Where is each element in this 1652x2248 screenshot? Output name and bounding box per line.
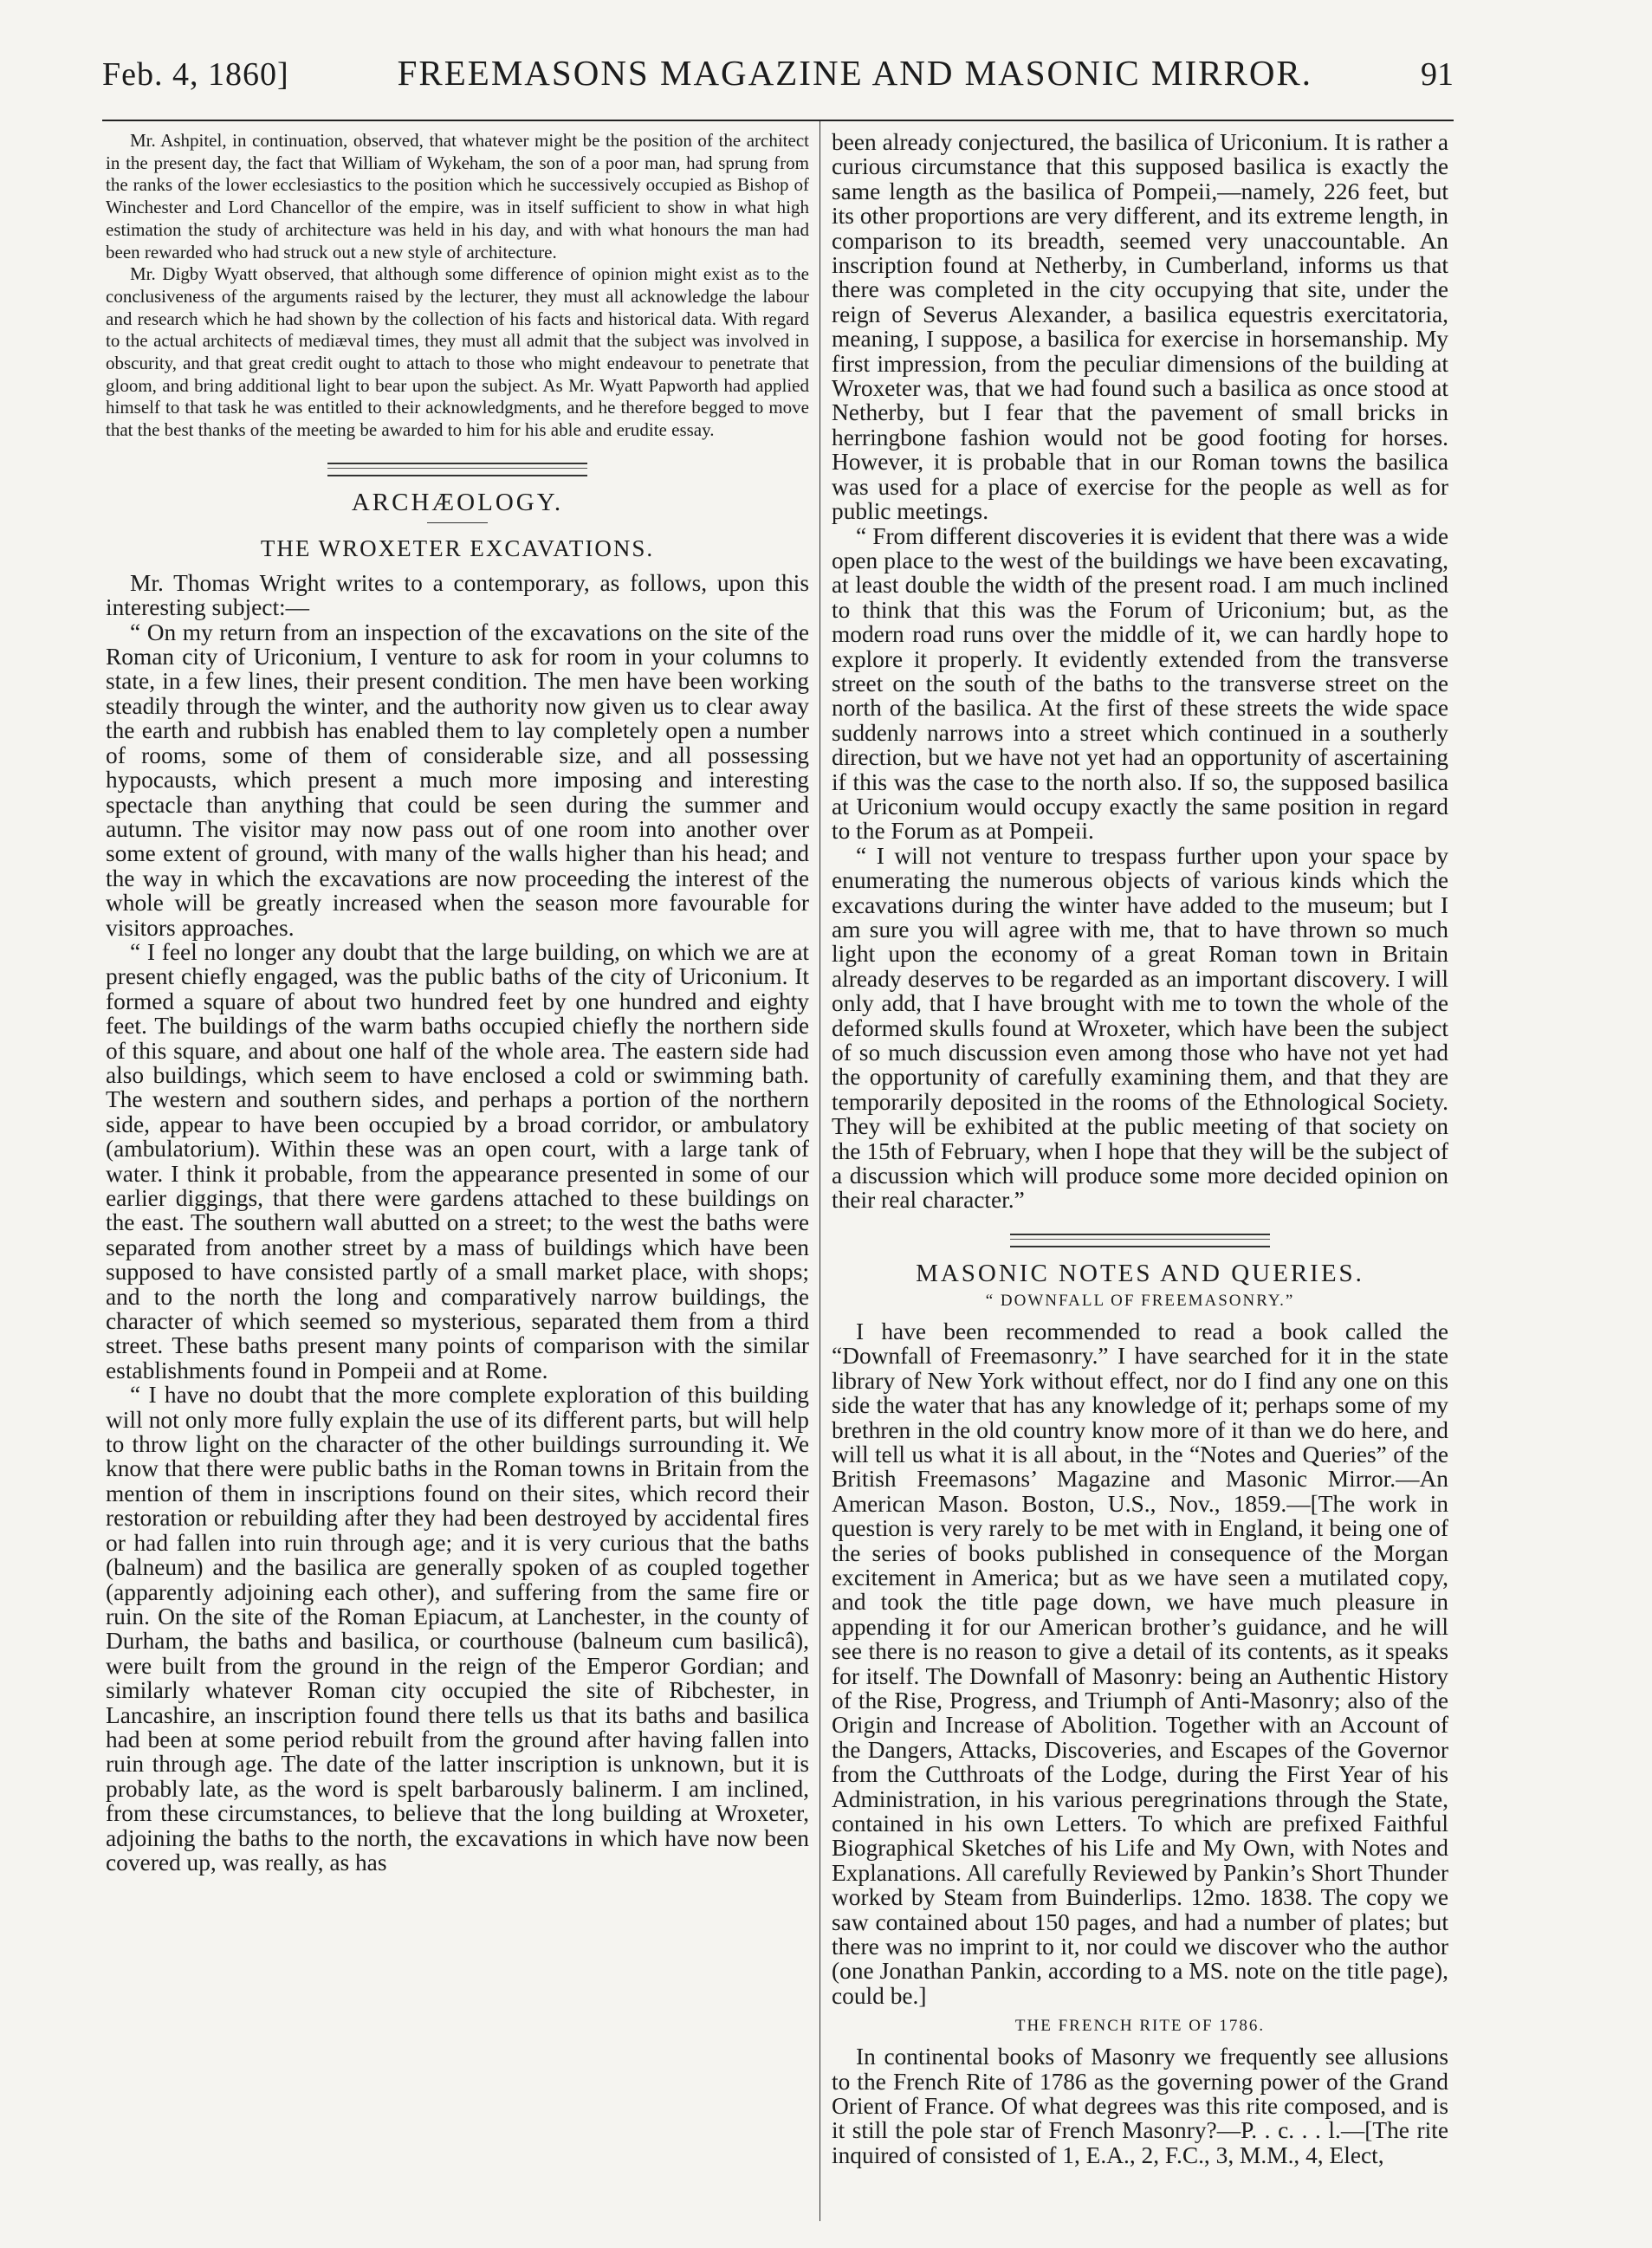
subtitle-downfall: “ DOWNFALL OF FREEMASONRY.” [985,1291,1295,1310]
paragraph-body: “ On my return from an inspection of the excavations on the site of the Roman city of Uriconium, I venture to ask for room in your columns to state, in a few lines, their present condition. The men have been working steadily through the winter, and the authority now given us to clear away the earth and rubbish has enabled them to lay completely open a number of rooms, some of them of considerable size, and all possessing hypocausts, which present a much more imposing and interesting spectacle than anything that could be seen during the summer and autumn. The visitor may now pass out of one room into another over some extent of ground, with many of the walls higher than his head; and the way in which the excavations are now proceeding the interest of the whole will be greatly increased when the season more favourable for visitors approaches. [106,619,809,941]
paragraph-body: I have been recommended to read a book called the “Downfall of Freemasonry.” I have searched for it in the state library of New York without effect, nor do I find any one on this side the water that has any knowledge of it; perhaps some of my brethren in the old country know more of it than we do here, and will tell us what it is all about, in the “Notes and Queries” of the British Freemasons’ Magazine and Masonic Mirror.—An American Mason. Boston, U.S., Nov., 1859.—[The work in question is very rarely to be met with in England, it being one of the series of books published in consequence of the Morgan excitement in America; but as we have seen a mutilated copy, and took the title page down, we have much pleasure in appending it for our American brother’s guidance, and he will see there is no reason to give a detail of its contents, as it speaks for itself. The Downfall of Masonry: being an Authentic History of the Rise, Progress, and Triumph of Anti-Masonry; also of the Origin and Increase of Abolition. Together with an Account of the Dangers, Attacks, Discoveries, and Escapes of the Governor from the Cutthroats of the Lodge, during the First Year of his Administration, in his various peregrinations through the State, contained in his own Letters. To which are prefixed Faithful Biographical Sketches of his Life and My Own, with Notes and Explanations. All carefully Reviewed by Pankin’s Short Thunder worked by Steam from Buinderlips. 12mo. 1838. The copy we saw contained about 150 pages, and had a number of plates; but there was no imprint to it, nor could we discover who the author (one Jonathan Pankin, according to a MS. note on the title page), could be.] [832,1318,1448,2009]
header-date: Feb. 4, 1860] [102,56,289,93]
paragraph-wyatt: Mr. Digby Wyatt observed, that although some difference of opinion might exist as to the conclusiveness of the arguments raised by the lecturer, they must all acknowledge the labour and research which he had shown by the collection of his facts and historical data. With regard to the actual architects of mediæval times, they must all admit that the subject was involved in obscurity, and that great credit ought to attach to those who might endeavour to penetrate that gloom, and bring additional light to bear upon the subject. As Mr. Wyatt Papworth had applied himself to that task he was entitled to their acknowledgments, and he therefore begged to move that the best thanks of the meeting be awarded to him for his able and erudite essay. [106,263,809,441]
section-ornament [327,463,587,476]
right-column [832,130,1448,2218]
paragraph-body: “ I have no doubt that the more complete exploration of this building will not only more fully explain the use of its different parts, but will help to throw light on the character of the other buildings surrounding it. We know that there were public baths in the Roman towns in Britain from the mention of them in inscriptions found on their sites, which record their restoration or rebuilding after they had been destroyed by accidental fires or had fallen into ruin through age; and it is very curious that the baths (balneum) and the basilica are generally spoken of as coupled together (apparently adjoining each other), and suffering from the same fire or ruin. On the site of the Roman Epiacum, at Lanchester, in the county of Durham, the baths and basilica, or courthouse (balneum cum basilicâ), were built from the ground in the reign of the Emperor Gordian; and similarly whatever Roman city occupied the site of Ribchester, in Lancashire, an inscription found there tells us that its baths and basilica had been at some period rebuilt from the ground after having fallen into ruin through age. The date of the latter inscription is unknown, but it is probably late, as the word is spelt barbarously balinerm. I am inclined, from these circumstances, to believe that the long building at Wroxeter, adjoining the baths to the north, the excavations in which have now been covered up, was really, as has [106,1382,809,1875]
paragraph-intro: Mr. Thomas Wright writes to a contemporary, as follows, upon this interesting subject:— [106,569,809,621]
section-title-masonic-notes: MASONIC NOTES AND QUERIES. [916,1259,1364,1287]
paragraph-ashpitel: Mr. Ashpitel, in continuation, observed, that whatever might be the position of the architect in the present day, the fact that William of Wykeham, the son of a poor man, had sprung from the ranks of the lower ecclesiastics to the position which he successively occupied as Bishop of Winchester and Lord Chancellor of the empire, was in itself sufficient to show in what high estimation the study of architecture was held in his day, and with what honours the man had been rewarded who had struck out a new style of architecture. [106,130,809,262]
paragraph-body: “ I feel no longer any doubt that the large building, on which we are at present chiefly engaged, was the public baths of the city of Uriconium. It formed a square of about two hundred feet by one hundred and eighty feet. The buildings of the warm baths occupied chiefly the northern side of this square, and about one half of the whole area. The eastern side had also buildings, which seem to have enclosed a cold or swimming bath. The western and southern sides, and perhaps a portion of the northern side, appear to have been occupied by a broad corridor, or ambulatory (ambulatorium). Within these was an open court, with a large tank of water. I think it probable, from the appearance presented in some of our earlier diggings, that there were gardens attached to these buildings on the east. The southern wall abutted on a street; to the west the baths were separated from another street by a mass of buildings which have been supposed to have consisted partly of a small market place, with shops; and to the north the long and comparatively narrow buildings, the character of which seemed so mysterious, separated them from a third street. These baths present many points of comparison with the similar establishments found in Pompeii and at Rome. [106,938,809,1383]
section-short-rule [427,522,488,523]
section-ornament [1010,1234,1270,1247]
paragraph-body: “ From different discoveries it is evident that there was a wide open place to the west of the buildings we have been excavating, at least double the width of the present road. I am much inclined to think that this was the Forum of Uriconium; but, as the modern road runs over the middle of it, we can hardly hope to explore it properly. It evidently extended from the transverse street on the south of the baths to the transverse street on the north of the basilica. At the first of these streets the wide space suddenly narrows into a street which continued in a southerly direction, but we have not yet had an opportunity of ascertaining if this was the case to the north also. If so, the supposed basilica at Uriconium would occupy exactly the same position in regard to the Forum as at Pompeii. [832,522,1448,845]
section-title-archaeology: ARCHÆOLOGY. [351,488,564,516]
paragraph-body: been already conjectured, the basilica of Uriconium. It is rather a curious circumstance that this supposed basilica is exactly the same length as the basilica of Pompeii,—namely, 226 feet, but its other proportions are very different, and its extreme length, in comparison to its breadth, seemed very unaccountable. An inscription found at Netherby, in Cumberland, informs us that there was completed in the city occupying that site, under the reign of Severus Alexander, a basilica equestris exercitatoria, meaning, I suppose, a basilica for exercise in horsemanship. My first impression, from the peculiar dimensions of the building at Wroxeter was, that we had found such a basilica as once stood at Netherby, but I fear that the pavement of small bricks in herringbone fashion would not be good footing for horses. However, it is probable that in our Roman towns the basilica was used for a place of exercise for the people as well as for public meetings. [832,130,1448,525]
header-rule [102,120,1454,121]
subtitle-french-rite: THE FRENCH RITE OF 1786. [1014,2017,1266,2036]
paragraph-body: “ I will not venture to trespass further upon your space by enumerating the numerous objects of various kinds which the excavations during the winter have added to the museum; but I am sure you will agree with me, that to have thrown so much light upon the economy of a great Roman town in Britain already deserves to be regarded as an important discovery. I will only add, that I have brought with me to town the whole of the deformed skulls found at Wroxeter, which have been the subject of so much discussion even among those who have not yet had the opportunity of carefully examining them, and that they are temporarily deposited in the rooms of the Ethnological Society. They will be exhibited at the public meeting of that society on the 15th of February, when I hope that they will be the subject of a discussion which will produce some more decided opinion on their real character.” [832,842,1448,1214]
left-column [106,130,809,2218]
page-header [102,52,1454,116]
article-title-wroxeter: THE WROXETER EXCAVATIONS. [260,534,655,561]
paragraph-body: In continental books of Masonry we frequently see allusions to the French Rite of 1786 as the governing power of the Grand Orient of France. Of what degrees was this rite composed, and is it still the pole star of French Masonry?—P. . c. . . l.—[The rite inquired of consisted of 1, E.A., 2, F.C., 3, M.M., 4, Elect, [832,2044,1448,2168]
page-number: 91 [1420,56,1454,93]
publication-title: FREEMASONS MAGAZINE AND MASONIC MIRROR. [397,53,1313,93]
